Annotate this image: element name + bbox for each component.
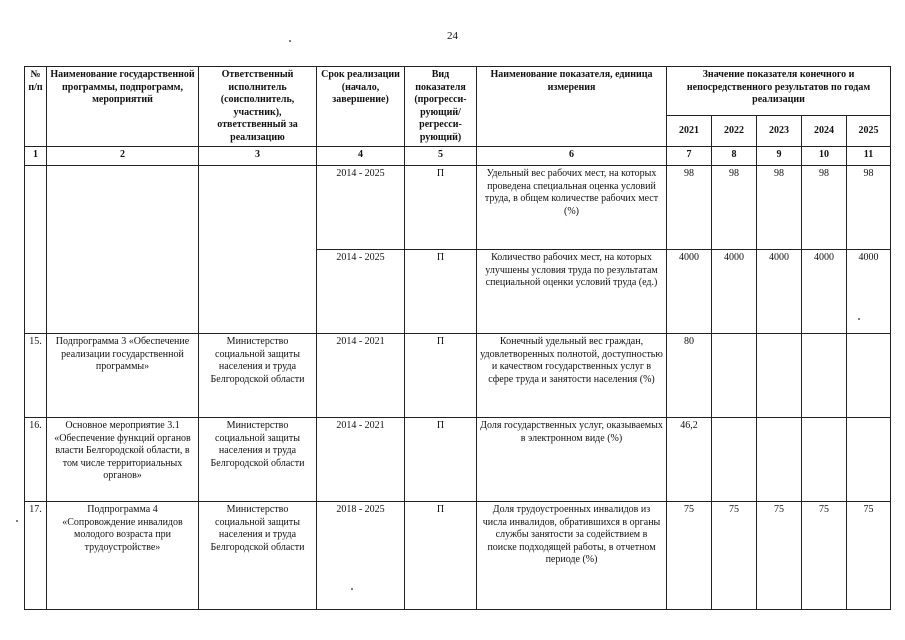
column-number: 11: [847, 147, 891, 166]
table-row: [25, 502, 891, 610]
row-value: 4000: [667, 250, 712, 334]
row-name: [47, 166, 199, 334]
header-num: № п/п: [25, 67, 47, 147]
row-value: 4000: [757, 250, 802, 334]
scan-speck: [351, 588, 353, 590]
header-indicator: Наименование показателя, единица измерения: [477, 67, 667, 147]
row-num: [25, 166, 47, 334]
row-term: 2014 - 2025: [317, 250, 405, 334]
table-row: [25, 166, 891, 250]
row-responsible: Министерство социальной защиты населения и труда Белгородской области: [199, 334, 317, 418]
row-value: 80: [667, 334, 712, 418]
column-number: 8: [712, 147, 757, 166]
row-term: 2014 - 2021: [317, 418, 405, 502]
row-indicator: Доля трудоустроенных инвалидов из числа инвалидов, обратившихся в органы службы занятости за содействием в поиске подходящей работы, в отчетном периоде (%): [477, 502, 667, 610]
row-responsible: Министерство социальной защиты населения и труда Белгородской области: [199, 418, 317, 502]
row-value: 75: [712, 502, 757, 610]
header-year: 2021: [667, 116, 712, 147]
column-number: 1: [25, 147, 47, 166]
column-number: 5: [405, 147, 477, 166]
column-number: 3: [199, 147, 317, 166]
row-num: 17.: [25, 502, 47, 610]
column-number: 2: [47, 147, 199, 166]
header-year: 2023: [757, 116, 802, 147]
row-term: 2014 - 2021: [317, 334, 405, 418]
row-term: 2014 - 2025: [317, 166, 405, 250]
row-value: [757, 334, 802, 418]
column-number: 7: [667, 147, 712, 166]
row-indicator: Доля государственных услуг, оказываемых в электронном виде (%): [477, 418, 667, 502]
row-value: [712, 418, 757, 502]
row-indicator: Удельный вес рабочих мест, на которых проведена специальная оценка условий труда, в общем количестве рабочих мест (%): [477, 166, 667, 250]
column-number: 4: [317, 147, 405, 166]
row-value: 46,2: [667, 418, 712, 502]
row-kind: П: [405, 166, 477, 250]
header-name: Наименование государственной программы, подпрограмм, мероприятий: [47, 67, 199, 147]
column-numbers-row: [25, 147, 891, 166]
row-num: 16.: [25, 418, 47, 502]
row-indicator: Количество рабочих мест, на которых улучшены условия труда по результатам специальной оценки условий труда (ед.): [477, 250, 667, 334]
scan-speck: [16, 520, 18, 522]
row-name: Подпрограмма 3 «Обеспечение реализации государственной программы»: [47, 334, 199, 418]
column-number: 9: [757, 147, 802, 166]
header-values-group: Значение показателя конечного и непосредственного результатов по годам реализации: [667, 67, 891, 116]
row-value: 75: [802, 502, 847, 610]
row-name: Основное мероприятие 3.1 «Обеспечение функций органов власти Белгородской области, в том числе территориальных органов»: [47, 418, 199, 502]
row-responsible: [199, 166, 317, 334]
header-kind: Вид показателя (прогресси-рующий/ регресси-рующий): [405, 67, 477, 147]
header-year: 2025: [847, 116, 891, 147]
row-value: 98: [847, 166, 891, 250]
row-kind: П: [405, 250, 477, 334]
row-value: 75: [847, 502, 891, 610]
scan-speck: [289, 40, 291, 42]
header-year: 2022: [712, 116, 757, 147]
row-value: [847, 418, 891, 502]
row-value: 98: [757, 166, 802, 250]
row-value: [712, 334, 757, 418]
program-indicators-table: [24, 66, 891, 610]
column-number: 10: [802, 147, 847, 166]
table-row: [25, 334, 891, 418]
row-value: 98: [712, 166, 757, 250]
row-value: [757, 418, 802, 502]
row-responsible: Министерство социальной защиты населения и труда Белгородской области: [199, 502, 317, 610]
row-kind: П: [405, 502, 477, 610]
column-number: 6: [477, 147, 667, 166]
row-value: 98: [802, 166, 847, 250]
header-term: Срок реализации (начало, завершение): [317, 67, 405, 147]
row-value: 75: [757, 502, 802, 610]
table-row: [25, 418, 891, 502]
header-responsible: Ответственный исполнитель (соисполнитель, участник), ответственный за реализацию: [199, 67, 317, 147]
row-value: 4000: [847, 250, 891, 334]
row-value: [802, 334, 847, 418]
row-value: [802, 418, 847, 502]
row-kind: П: [405, 418, 477, 502]
scan-speck: [858, 318, 860, 320]
row-name: Подпрограмма 4 «Сопровождение инвалидов молодого возраста при трудоустройстве»: [47, 502, 199, 610]
row-value: 4000: [802, 250, 847, 334]
row-value: 4000: [712, 250, 757, 334]
row-kind: П: [405, 334, 477, 418]
row-term: 2018 - 2025: [317, 502, 405, 610]
header-row: [25, 67, 891, 116]
header-year: 2024: [802, 116, 847, 147]
row-value: 75: [667, 502, 712, 610]
row-num: 15.: [25, 334, 47, 418]
row-indicator: Конечный удельный вес граждан, удовлетворенных полнотой, доступностью и качеством государственных услуг в сфере труда и занятости населения (%): [477, 334, 667, 418]
row-value: [847, 334, 891, 418]
page-number: 24: [447, 30, 458, 42]
row-value: 98: [667, 166, 712, 250]
